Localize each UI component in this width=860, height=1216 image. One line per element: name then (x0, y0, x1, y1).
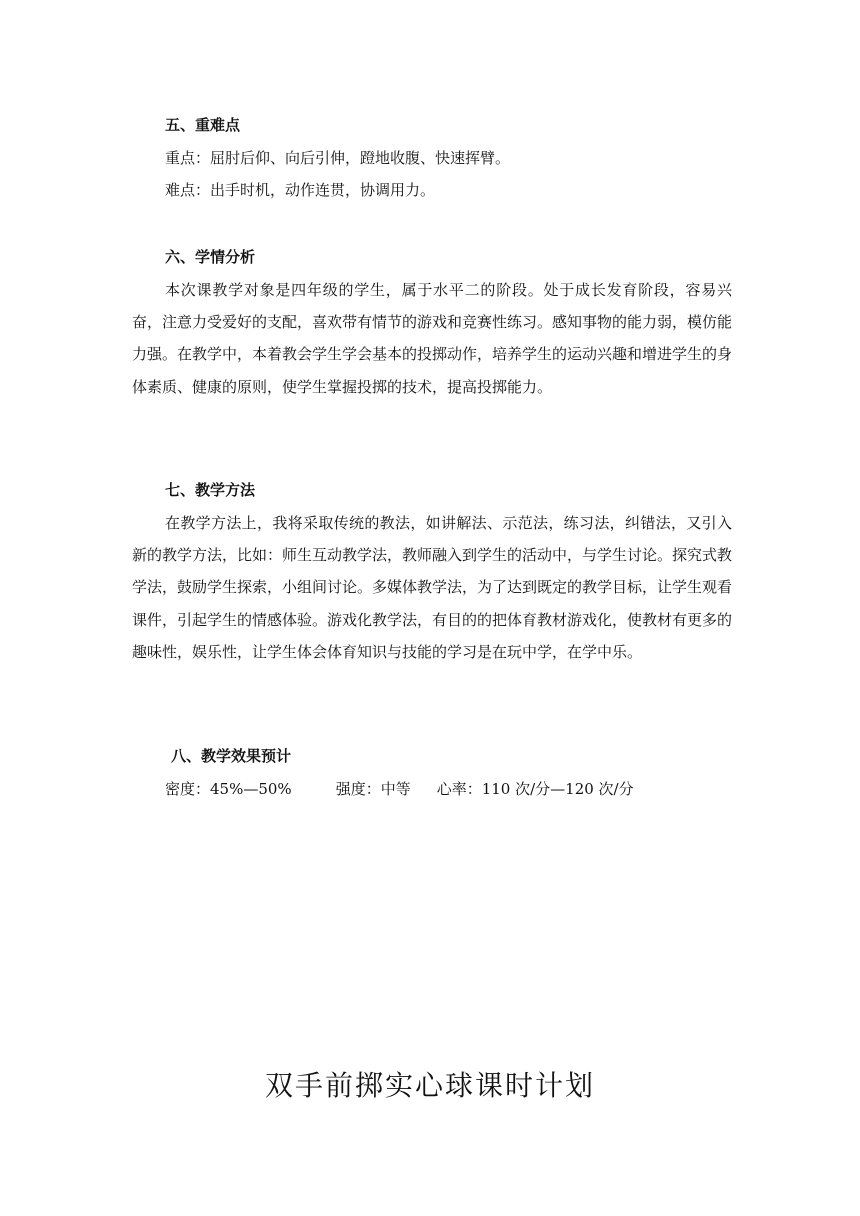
intensity-value: 强度：中等 (335, 780, 411, 798)
document-title: 双手前掷实心球课时计划 (264, 1069, 595, 1102)
teaching-method-paragraph: 在教学方法上，我将采取传统的教法，如讲解法、示范法，练习法，纠错法，又引入新的教学方法，比如：师生互动教学法，教师融入到学生的活动中，与学生讨论。探究式教学法，鼓励学生探索，小组间讨论。多媒体教学法，为了达到既定的教学目标，让学生观看课件，引起学生的情感体验。游戏化教学法，有目的的把体育教材游戏化，使教材有更多的趣味性，娱乐性，让学生体会体育知识与技能的学习是在玩中学，在学中乐。 (132, 514, 733, 661)
section7-heading: 七、教学方法 (165, 481, 256, 499)
section5-heading: 五、重难点 (165, 116, 241, 134)
difficult-point-text: 难点：出手时机，动作连贯，协调用力。 (165, 181, 436, 199)
section8-heading: 八、教学效果预计 (171, 747, 292, 765)
section6-heading: 六、学情分析 (165, 248, 256, 266)
effect-estimate-row (165, 779, 634, 799)
density-value: 密度：45%—50% (165, 780, 292, 798)
heart-rate-value: 心率：110 次/分—120 次/分 (436, 780, 634, 798)
key-point-text: 重点：屈肘后仰、向后引伸，蹬地收腹、快速挥臂。 (165, 149, 511, 167)
learning-analysis-paragraph: 本次课教学对象是四年级的学生，属于水平二的阶段。处于成长发育阶段，容易兴奋，注意力受爱好的支配，喜欢带有情节的游戏和竞赛性练习。感知事物的能力弱，模仿能力强。在教学中，本着教会学生学会基本的投掷动作，培养学生的运动兴趣和增进学生的身体素质、健康的原则，使学生掌握投掷的技术，提高投掷能力。 (132, 281, 733, 396)
